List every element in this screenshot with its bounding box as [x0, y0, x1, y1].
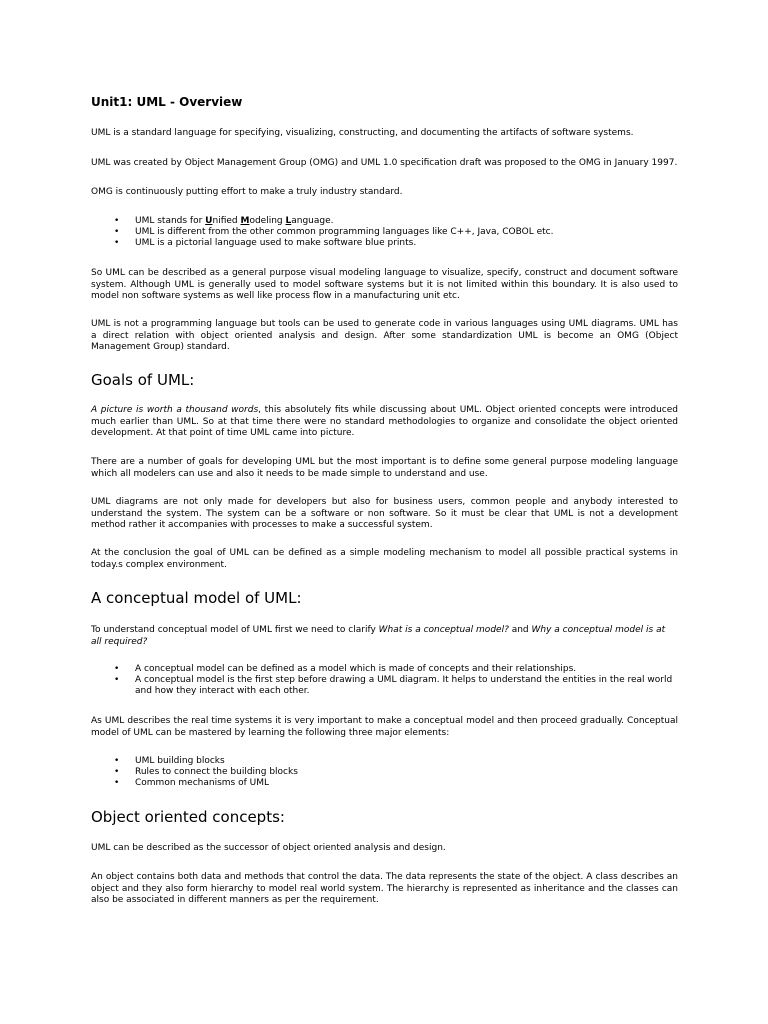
bullet-icon: •	[114, 767, 120, 778]
uml-facts-list	[91, 216, 678, 250]
goals-paragraph-4: At the conclusion the goal of UML can be defined as a simple modeling mechanism to model all possible practical systems in today.s complex environment.	[91, 548, 678, 570]
goals-heading: Goals of UML:	[91, 371, 195, 389]
conceptual-paragraph-2: As UML describes the real time systems it is very important to make a conceptual model and then proceed gradually. Conceptual model of UML can be mastered by learning the following three major elements:	[91, 716, 678, 738]
overview-paragraph-2: UML is not a programming language but tools can be used to generate code in various languages using UML diagrams. UML has a direct relation with object oriented analysis and design. After some standardization UML is become an OMG (Object Management Group) standard.	[91, 319, 678, 352]
list-item: • UML is different from the other common programming languages like C++, Java, COBOL etc.	[114, 227, 554, 238]
bullet-icon: •	[114, 778, 120, 789]
goals-paragraph-3: UML diagrams are not only made for developers but also for business users, common people and anybody interested to understand the system. The system can be a software or non software. So it must be clear that UML is not a development method rather it accompanies with processes to make a successful system.	[91, 497, 678, 530]
conceptual-model-list	[91, 664, 678, 698]
goals-paragraph-1: A picture is worth a thousand words, this absolutely fits while discussing about UML. Object oriented concepts were introduced much earlier than UML. So at that time there were no standard methodologies to organize and consolidate the object oriented development. At that point of time UML came into picture.	[91, 405, 678, 438]
page-title: Unit1: UML - Overview	[91, 95, 243, 109]
oo-paragraph-2: An object contains both data and methods that control the data. The data represents the state of the object. A class describes an object and they also form hierarchy to model real world system. The hierarchy is represented as inheritance and the classes can also be associated in different manners as per the requirement.	[91, 872, 678, 905]
bullet-icon: •	[114, 238, 120, 249]
list-item: • UML building blocks	[114, 756, 225, 766]
bullet-icon: •	[114, 664, 120, 674]
overview-paragraph-1: So UML can be described as a general purpose visual modeling language to visualize, specify, construct and document software system. Although UML is generally used to model software systems but it is not limited within this boundary. It is also used to model non software systems as well like process flow in a manufacturing unit etc.	[91, 268, 678, 301]
bullet-icon: •	[114, 675, 120, 686]
oo-concepts-heading: Object oriented concepts:	[91, 808, 285, 826]
list-item: • A conceptual model is the first step before drawing a UML diagram. It helps to understand the entities in the real world and how they interact with each other.	[114, 675, 673, 697]
list-item: • Rules to connect the building blocks	[114, 767, 298, 778]
intro-paragraph-2: UML was created by Object Management Group (OMG) and UML 1.0 specification draft was proposed to the OMG in January 1997.	[91, 158, 678, 168]
list-item: • Common mechanisms of UML	[114, 778, 269, 789]
conceptual-intro: To understand conceptual model of UML first we need to clarify What is a conceptual model? and Why a conceptual model is at all required?	[91, 625, 666, 647]
major-elements-list	[91, 756, 678, 790]
oo-paragraph-1: UML can be described as the successor of object oriented analysis and design.	[91, 843, 446, 853]
document-page	[91, 0, 678, 1024]
bullet-icon: •	[114, 756, 120, 766]
list-item: • UML is a pictorial language used to make software blue prints.	[114, 238, 417, 249]
intro-paragraph-3: OMG is continuously putting effort to make a truly industry standard.	[91, 187, 403, 197]
list-item: • A conceptual model can be defined as a model which is made of concepts and their relationships.	[114, 664, 577, 674]
bullet-icon: •	[114, 227, 120, 238]
goals-paragraph-2: There are a number of goals for developing UML but the most important is to define some general purpose modeling language which all modelers can use and also it needs to be made simple to understand and use.	[91, 457, 678, 479]
conceptual-model-heading: A conceptual model of UML:	[91, 589, 302, 607]
intro-paragraph-1: UML is a standard language for specifying, visualizing, constructing, and documenting the artifacts of software systems.	[91, 128, 634, 138]
bullet-icon: •	[114, 216, 120, 226]
list-item: • UML stands for Unified Modeling Language.	[114, 216, 334, 226]
